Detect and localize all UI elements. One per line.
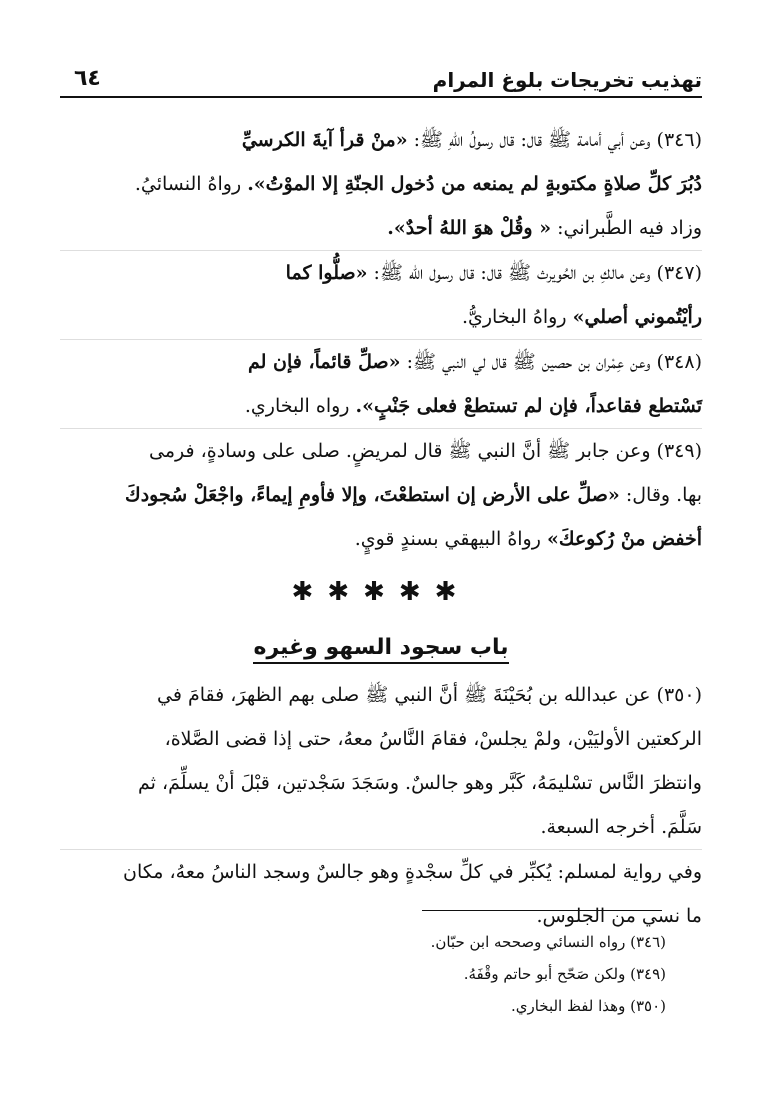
text-line: الركعتين الأوليَيْن، ولمْ يجلسْ، فقامَ النَّاسُ معهُ، حتى إذا قضى الصَّلاة، bbox=[164, 728, 702, 750]
text-line: (٣٥٠) عن عبدالله بن بُحَيْنَةَ ﷺ أنَّ النبي ﷺ صلى بهم الظهرَ، فقامَ في bbox=[157, 684, 702, 706]
text-line: سَلَّمَ. أخرجه السبعة. bbox=[540, 816, 702, 838]
text-line: (٣٤٦) وعن أبي أمامة ﷺ قال: قال رسولُ اللهِ ﷺ: bbox=[407, 129, 702, 151]
hadith-quote: رأيْتُموني أصلي» bbox=[572, 306, 702, 328]
footnotes bbox=[60, 926, 666, 1022]
text-line: ما نسي من الجلوس. bbox=[536, 905, 702, 927]
text-line: (٣٤٨) وعن عِمْران بن حصين ﷺ قال لي النبي ﷺ: bbox=[400, 351, 702, 373]
running-header bbox=[60, 60, 702, 98]
text-line: بها. وقال: bbox=[619, 484, 702, 506]
text-line: رواهُ البخاريُّ. bbox=[461, 306, 573, 328]
text-line: وفي رواية لمسلم: يُكبِّر في كلِّ سجْدةٍ وهو جالسٌ وسجد الناسُ معهُ، مكان bbox=[123, 861, 702, 883]
text-line: وزاد فيه الطَّبراني: bbox=[551, 217, 702, 239]
text-line: رواهُ النسائيُ. bbox=[134, 173, 248, 195]
text-line: (٣٤٩) وعن جابر ﷺ أنَّ النبي ﷺ قال لمريضٍ. صلى على وسادةٍ، فرمى bbox=[149, 440, 702, 462]
hadith-346 bbox=[60, 118, 702, 250]
chapter-heading bbox=[60, 623, 702, 673]
hadith-quote: « وقُلْ هوَ اللهُ أحدٌ». bbox=[387, 217, 552, 239]
chapter-title: باب سجود السهو وغيره bbox=[253, 635, 508, 664]
hadith-quote: «صلُّوا كما bbox=[285, 262, 368, 284]
hadith-quote: تَسْتطع فقاعداً، فإن لم تستطعْ فعلى جَنْبٍ». bbox=[355, 395, 702, 417]
hadith-347 bbox=[60, 250, 702, 339]
hadith-349 bbox=[60, 428, 702, 561]
footnote-349: (٣٤٩) ولكن صَحّح أبو حاتم وقْفَهُ. bbox=[463, 965, 666, 983]
text-line: رواه البخاري. bbox=[244, 395, 356, 417]
hadith-quote: دُبُرَ كلِّ صلاةٍ مكتوبةٍ لم يمنعه من دُخول الجنّةِ إلا الموْتُ». bbox=[247, 173, 702, 195]
footnote-346: (٣٤٦) رواه النسائي وصححه ابن حبّان. bbox=[430, 933, 666, 951]
page-number: ٦٤ bbox=[74, 66, 101, 91]
text-line: وانتظرَ النَّاس تسْليمَهُ، كَبَّر وهو جالسٌ. وسَجَدَ سَجْدتين، قبْلَ أنْ يسلِّمَ، ثم bbox=[138, 772, 702, 794]
footnote-rule bbox=[422, 910, 662, 911]
main-text bbox=[60, 118, 702, 938]
hadith-quote: «منْ قرأ آيةَ الكرسيِّ bbox=[241, 129, 408, 151]
footnote-350: (٣٥٠) وهذا لفظ البخاري. bbox=[510, 997, 666, 1015]
hadith-quote: أخفض منْ رُكوعكَ» bbox=[546, 528, 702, 550]
section-divider: ✱✱✱✱✱ bbox=[291, 577, 471, 607]
hadith-quote: «صلِّ على الأرض إن استطعْتَ، وإلا فأومِ إيماءً، واجْعَلْ سُجودكَ bbox=[125, 484, 620, 506]
hadith-350-muslim bbox=[60, 849, 702, 938]
hadith-350 bbox=[60, 673, 702, 849]
text-line: (٣٤٧) وعن مالكِ بن الحُويرث ﷺ قال: قال رسول الله ﷺ: bbox=[367, 262, 702, 284]
text-line: رواهُ البيهقي بسندٍ قويٍ. bbox=[354, 528, 547, 550]
hadith-348 bbox=[60, 339, 702, 428]
running-title: تهذيب تخريجات بلوغ المرام bbox=[432, 68, 702, 92]
hadith-quote: «صلِّ قائماً، فإن لم bbox=[247, 351, 401, 373]
